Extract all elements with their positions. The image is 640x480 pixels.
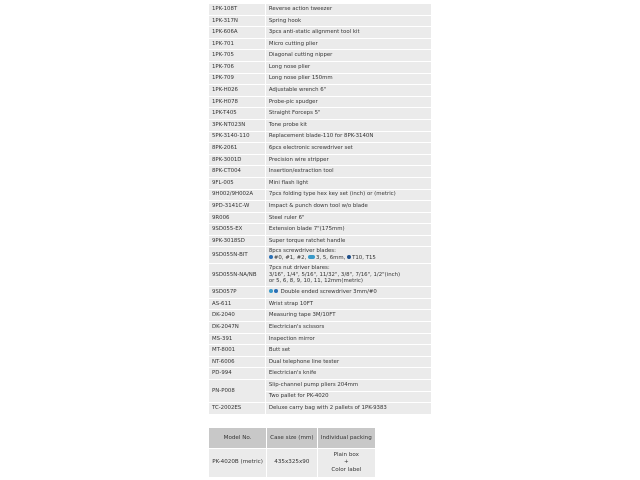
part-code: 8PK-CT004: [209, 166, 265, 177]
nut-title: 7pcs nut driver blares:: [268, 264, 330, 271]
part-description: 7pcs folding type hex key set (inch) or (metric): [266, 190, 431, 201]
table-row: [209, 50, 431, 61]
part-description: Two pallet for PK-4020: [266, 392, 431, 403]
part-code: 1PK-108T: [209, 4, 265, 15]
part-description: Slip-channel pump pliers 204mm: [266, 380, 431, 391]
part-description: Steel ruler 6": [266, 213, 431, 224]
table-row: [209, 155, 431, 166]
table-row: [209, 4, 431, 15]
part-code: 1PK-705: [209, 50, 265, 61]
spec-table: [208, 427, 376, 478]
part-code: 1PK-H026: [209, 85, 265, 96]
spec-header-model: Model No.: [209, 428, 266, 448]
table-row: [209, 310, 431, 321]
part-code: 3PK-NT023N: [209, 120, 265, 131]
table-row: [209, 299, 431, 310]
parts-table: [208, 3, 432, 415]
part-description: Electrician's scissors: [266, 322, 431, 333]
table-row: [209, 108, 431, 119]
part-code: MS-391: [209, 334, 265, 345]
spec-header-row: [209, 428, 375, 448]
part-code: 9SD055N-NA/NB: [209, 264, 265, 286]
part-description: Long nose plier 150mm: [266, 74, 431, 85]
table-row: [209, 27, 431, 38]
table-row: [209, 322, 431, 333]
table-row: [209, 357, 431, 368]
spec-header-size: Case size (mm): [267, 428, 316, 448]
table-row: [209, 368, 431, 379]
spec-size: 435x325x90: [267, 449, 316, 477]
table-row: [209, 334, 431, 345]
part-code: MT-8001: [209, 345, 265, 356]
packing-line: Color label: [331, 466, 362, 473]
part-code: 1PK-T405: [209, 108, 265, 119]
part-code: 1PK-317N: [209, 16, 265, 27]
part-description: Tone probe kit: [266, 120, 431, 131]
table-row: [209, 97, 431, 108]
table-row: [209, 213, 431, 224]
part-description: Spring hook: [266, 16, 431, 27]
part-code: 9PD-3141C-W: [209, 201, 265, 212]
packing-line: +: [343, 459, 349, 466]
part-description: Impact & punch down tool w/o blade: [266, 201, 431, 212]
table-row: [209, 85, 431, 96]
part-code: 8PK-3001D: [209, 155, 265, 166]
part-description: [266, 287, 431, 298]
phillips-bit-icon: [269, 255, 273, 259]
part-code: 9SD057P: [209, 287, 265, 298]
part-code: DK-2040: [209, 310, 265, 321]
part-code: 5PK-3140-110: [209, 132, 265, 143]
slotted-bit-icon: [308, 255, 315, 259]
part-description: Micro cutting plier: [266, 39, 431, 50]
table-row: [209, 201, 431, 212]
part-code: PN-P008: [209, 380, 265, 402]
part-description: Super torque ratchet handle: [266, 236, 431, 247]
part-description: Dual telephone line tester: [266, 357, 431, 368]
part-description: 3pcs anti-static alignment tool kit: [266, 27, 431, 38]
torx-bit-icon: [347, 255, 351, 259]
bit-groups: #0, #1, #2, 3, 5, 6mm, T10, T15: [269, 255, 428, 262]
part-description: Electrician's knife: [266, 368, 431, 379]
table-row: [209, 132, 431, 143]
spec-row: [209, 449, 375, 477]
part-description: Extension blade 7"(175mm): [266, 224, 431, 235]
part-description: Straight Forceps 5": [266, 108, 431, 119]
part-code: 1PK-606A: [209, 27, 265, 38]
part-code: 1PK-706: [209, 62, 265, 73]
table-row: [209, 74, 431, 85]
part-code: PD-994: [209, 368, 265, 379]
table-row: [209, 166, 431, 177]
part-code: 1PK-701: [209, 39, 265, 50]
part-description: Deluxe carry bag with 2 pallets of 1PK-9383: [266, 403, 431, 414]
phillips-bit-icon: [274, 289, 278, 293]
part-description: Long nose plier: [266, 62, 431, 73]
part-description: Diagonal cutting nipper: [266, 50, 431, 61]
part-code: 9SD055N-BIT: [209, 247, 265, 263]
part-description: Probe-pic spudger: [266, 97, 431, 108]
part-code: TC-2002ES: [209, 403, 265, 414]
spec-packing: [318, 449, 375, 477]
table-row: [209, 264, 431, 286]
table-row: [209, 190, 431, 201]
part-description: Mini flash light: [266, 178, 431, 189]
bit-group-slotted: 3, 5, 6mm: [315, 255, 344, 262]
table-row: [209, 16, 431, 27]
part-description: Reverse action tweezer: [266, 4, 431, 15]
spec-model: PK-4020B (metric): [209, 449, 266, 477]
part-code: 9PK-3018SD: [209, 236, 265, 247]
table-row: [209, 39, 431, 50]
part-description: Replacement blade-110 for 8PK-3140N: [266, 132, 431, 143]
part-code: 8PK-2061: [209, 143, 265, 154]
part-code: 9H002/9H002A: [209, 190, 265, 201]
part-description: Inspection mirror: [266, 334, 431, 345]
part-description: [266, 247, 431, 263]
part-code: 9FL-005: [209, 178, 265, 189]
part-code: 9R006: [209, 213, 265, 224]
part-description: Adjustable wrench 6": [266, 85, 431, 96]
table-row: [209, 62, 431, 73]
bit-group-phillips: #0, #1, #2: [273, 255, 305, 262]
part-code: 1PK-H078: [209, 97, 265, 108]
bit-group-torx: T10, T15: [352, 255, 376, 262]
part-code: 9SD055-EX: [209, 224, 265, 235]
bit-title: 8pcs screwdriver blades:: [268, 248, 336, 255]
part-code: DK-2047N: [209, 322, 265, 333]
spec-header-packing: Individual packing: [318, 428, 375, 448]
packing-line: Plain box: [333, 451, 359, 458]
table-row: [209, 345, 431, 356]
part-description: Wrist strap 10FT: [266, 299, 431, 310]
part-description: 6pcs electronic screwdriver set: [266, 143, 431, 154]
part-code: 1PK-709: [209, 74, 265, 85]
table-row: [209, 236, 431, 247]
slotted-bit-icon: [269, 289, 273, 293]
table-row: [209, 120, 431, 131]
part-code: AS-611: [209, 299, 265, 310]
part-description: Insertion/extraction tool: [266, 166, 431, 177]
part-code: NT-6006: [209, 357, 265, 368]
table-row: [209, 287, 431, 298]
part-description: [266, 264, 431, 286]
table-row: [209, 403, 431, 414]
table-row: [209, 380, 431, 391]
double-desc: Double ended screwdriver 3mm/#0: [280, 289, 377, 296]
part-description: Precision wire stripper: [266, 155, 431, 166]
table-row: [209, 143, 431, 154]
part-description: Measuring tape 3M/10FT: [266, 310, 431, 321]
table-row: [209, 224, 431, 235]
nut-inch-sizes: 3/16", 1/4", 5/16", 11/32", 3/8", 7/16", 1/2"(inch): [268, 271, 401, 278]
table-row: [209, 178, 431, 189]
table-row: [209, 247, 431, 263]
nut-metric-sizes: or 5, 6, 8, 9, 10, 11, 12mm(metric): [268, 278, 363, 285]
part-description: Butt set: [266, 345, 431, 356]
